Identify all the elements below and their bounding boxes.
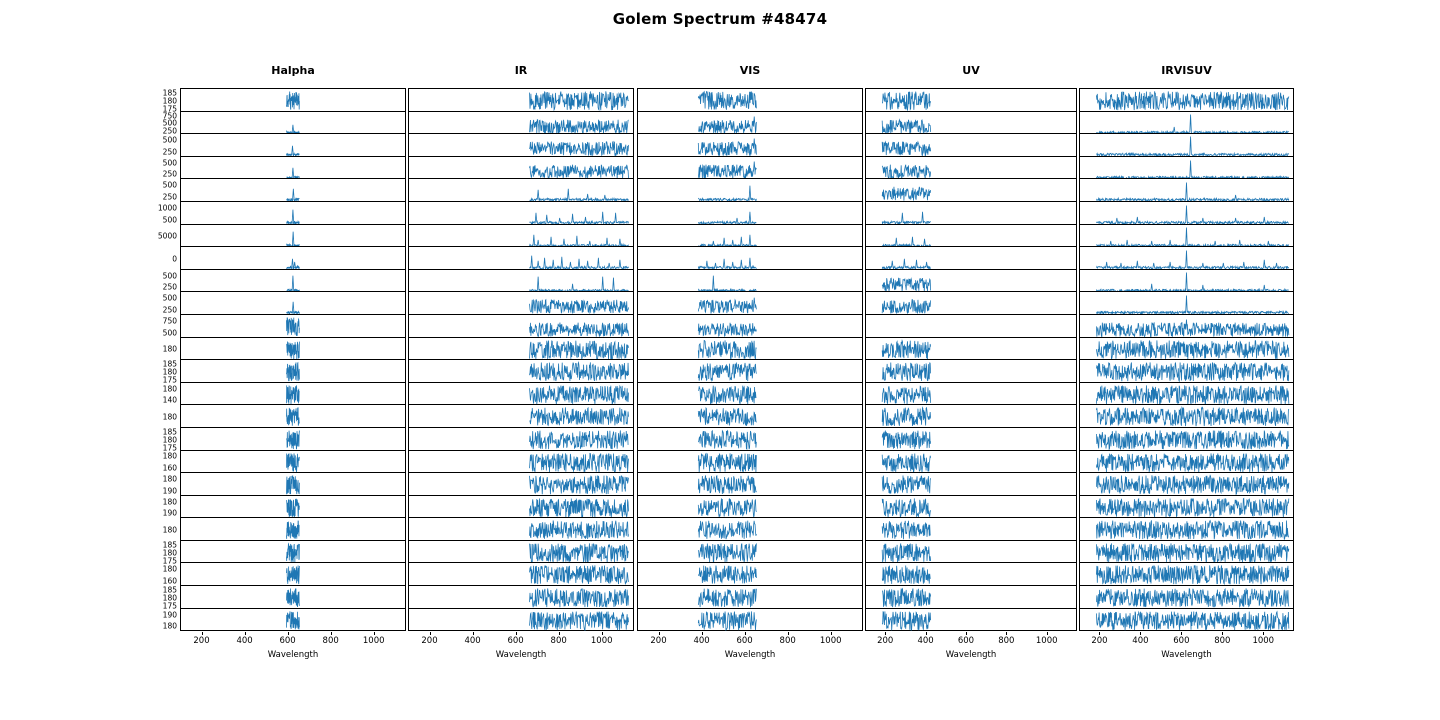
spectrum-panel: [408, 359, 634, 383]
spectrum-panel: [637, 404, 863, 428]
spectrum-panel: [408, 178, 634, 202]
x-tick-label: 800: [1214, 636, 1231, 647]
y-tick-label: 180: [162, 451, 177, 461]
spectrum-panel: [1079, 608, 1294, 632]
row-stack: [157, 88, 406, 631]
x-tick-label: 1000: [819, 636, 842, 647]
y-tick-label: 175: [162, 442, 177, 452]
y-tick-label: 180: [162, 383, 177, 393]
spectrum-panel: [408, 201, 634, 225]
spectrum-panel: [865, 178, 1077, 202]
x-tick-label: 400: [1132, 636, 1149, 647]
spectrum-panel: [637, 540, 863, 564]
spectrum-panel: [408, 450, 634, 474]
spectrum-panel: [637, 495, 863, 519]
x-tick-label: 600: [279, 636, 296, 647]
spectrum-panel: [157, 201, 406, 225]
y-tick-label: 180: [162, 344, 177, 354]
y-tick-label: 185: [162, 427, 177, 437]
spectrum-panel: [1079, 269, 1294, 293]
spectrum-panel: [1079, 495, 1294, 519]
y-tick-label: 180: [162, 474, 177, 484]
spectrum-panel: [865, 382, 1077, 406]
spectrum-panel: [408, 427, 634, 451]
x-tick-mark: [1263, 632, 1264, 635]
x-tick-label: 800: [550, 636, 567, 647]
figure-title: Golem Spectrum #48474: [612, 10, 828, 28]
spectrum-panel: [162, 359, 406, 385]
x-tick-label: 200: [1091, 636, 1108, 647]
y-tick-label: 500: [162, 135, 177, 145]
spectrum-panel: [865, 156, 1077, 180]
spectrum-panel: [408, 585, 634, 609]
y-tick-label: 500: [162, 293, 177, 303]
x-axis-label: Wavelength: [724, 650, 776, 661]
spectrum-panel: [408, 224, 634, 248]
spectrum-panel: [637, 246, 863, 270]
row-stack: [865, 88, 1077, 631]
spectrum-panel: [865, 359, 1077, 383]
spectrum-panel: [162, 269, 406, 293]
spectrum-panel: [408, 495, 634, 519]
spectrum-panel: [637, 608, 863, 632]
spectrum-panel: [408, 111, 634, 135]
x-axis-label: Wavelength: [1161, 650, 1212, 661]
x-tick-mark: [288, 632, 289, 635]
x-tick-mark: [1099, 632, 1100, 635]
y-tick-label: 180: [162, 496, 177, 506]
x-tick-label: 1000: [362, 636, 385, 647]
spectrum-panel: [408, 517, 634, 541]
x-tick-label: 200: [877, 636, 894, 647]
spectrum-panel: [408, 608, 634, 632]
y-tick-label: 185: [162, 359, 177, 369]
spectrum-panel: [865, 427, 1077, 451]
spectrum-panel: [408, 133, 634, 157]
spectrum-panel: [1079, 133, 1294, 157]
y-tick-label: 750: [162, 316, 177, 326]
spectrum-panel: [162, 517, 406, 541]
y-tick-label: 185: [162, 585, 177, 595]
spectrum-panel: [865, 337, 1077, 361]
x-tick-mark: [602, 632, 603, 635]
spectrum-panel: [408, 269, 634, 293]
spectrum-panel: [1079, 517, 1294, 541]
spectrum-panel: [637, 450, 863, 474]
y-tick-label: 190: [162, 508, 177, 518]
row-stack: [408, 88, 634, 631]
spectrum-panel: [162, 562, 406, 586]
spectrum-panel: [637, 111, 863, 135]
spectrum-panel: [865, 111, 1077, 135]
y-tick-label: 250: [162, 192, 177, 202]
y-tick-label: 180: [162, 434, 177, 444]
x-tick-mark: [966, 632, 967, 635]
spectrum-panel: [637, 156, 863, 180]
x-tick-mark: [202, 632, 203, 635]
spectrum-panel: [162, 178, 406, 202]
y-tick-label: 180: [162, 593, 177, 603]
x-tick-label: 400: [464, 636, 481, 647]
spectrum-panel: [865, 404, 1077, 428]
x-tick-label: 600: [1173, 636, 1190, 647]
y-tick-label: 190: [162, 609, 177, 619]
spectrum-panel: [1079, 450, 1294, 474]
y-tick-label: 500: [162, 214, 177, 224]
y-tick-label: 175: [162, 103, 177, 113]
spectrum-panel: [637, 201, 863, 225]
spectrum-panel: [865, 540, 1077, 564]
spectrum-panel: [1079, 314, 1294, 338]
spectrum-panel: [408, 404, 634, 428]
spectrum-panel: [1079, 246, 1294, 270]
spectrum-panel: [865, 133, 1077, 157]
column-title: IR: [514, 64, 528, 77]
y-tick-label: 250: [162, 282, 177, 292]
spectrum-panel: [1079, 178, 1294, 202]
spectrum-panel: [408, 88, 634, 112]
x-tick-mark: [331, 632, 332, 635]
x-tick-mark: [374, 632, 375, 635]
spectrum-panel: [865, 495, 1077, 519]
spectrum-panel: [637, 133, 863, 157]
spectrum-panel: [865, 88, 1077, 112]
spectrum-panel: [1079, 382, 1294, 406]
spectrum-panel: [637, 517, 863, 541]
spectrum-panel: [1079, 201, 1294, 225]
spectrum-panel: [1079, 404, 1294, 428]
spectrum-panel: [162, 495, 406, 519]
y-tick-label: 250: [162, 305, 177, 315]
spectrum-panel: [637, 472, 863, 496]
x-tick-mark: [788, 632, 789, 635]
y-tick-label: 190: [162, 486, 177, 496]
y-tick-label: 175: [162, 555, 177, 565]
spectrum-panel: [162, 404, 406, 428]
spectrum-panel: [637, 562, 863, 586]
x-tick-mark: [745, 632, 746, 635]
column-title: VIS: [739, 64, 761, 77]
spectrum-panel: [865, 314, 1077, 338]
x-tick-mark: [1006, 632, 1007, 635]
spectrum-panel: [1079, 540, 1294, 564]
y-tick-label: 180: [162, 96, 177, 106]
y-tick-label: 140: [162, 395, 177, 405]
spectrum-panel: [162, 88, 406, 113]
spectrum-panel: [1079, 359, 1294, 383]
spectrum-panel: [162, 540, 406, 565]
spectrum-panel: [637, 314, 863, 338]
y-tick-label: 180: [162, 367, 177, 377]
spectrum-panel: [408, 472, 634, 496]
spectrum-panel: [1079, 224, 1294, 248]
spectrum-panel: [162, 156, 406, 180]
x-tick-label: 400: [236, 636, 253, 647]
x-tick-label: 1000: [590, 636, 613, 647]
spectrum-panel: [637, 178, 863, 202]
x-tick-mark: [831, 632, 832, 635]
spectrum-panel: [162, 110, 406, 136]
y-tick-label: 250: [162, 126, 177, 136]
y-tick-label: 0: [172, 254, 177, 264]
x-tick-mark: [473, 632, 474, 635]
spectrum-panel: [162, 427, 406, 452]
x-tick-mark: [702, 632, 703, 635]
spectrum-panel: [637, 88, 863, 112]
y-tick-label: 500: [162, 270, 177, 280]
y-tick-label: 180: [162, 525, 177, 535]
spectrum-panel: [865, 269, 1077, 293]
y-tick-label: 185: [162, 88, 177, 98]
y-tick-label: 500: [162, 157, 177, 167]
y-tick-label: 750: [162, 110, 177, 120]
x-tick-label: 200: [650, 636, 667, 647]
x-tick-mark: [245, 632, 246, 635]
spectrum-panel: [865, 450, 1077, 474]
spectrum-panel: [172, 246, 406, 270]
spectrum-panel: [865, 291, 1077, 315]
x-tick-label: 200: [421, 636, 438, 647]
x-tick-label: 600: [957, 636, 975, 647]
y-tick-label: 180: [162, 564, 177, 574]
y-tick-label: 500: [162, 180, 177, 190]
spectrum-panel: [162, 291, 406, 315]
y-tick-label: 180: [162, 547, 177, 557]
spectrum-panel: [637, 269, 863, 293]
spectrum-panel: [1079, 337, 1294, 361]
spectrum-panel: [162, 337, 406, 361]
spectrum-panel: [162, 133, 406, 157]
y-tick-label: 160: [162, 576, 177, 586]
y-tick-label: 250: [162, 169, 177, 179]
x-tick-label: 200: [193, 636, 210, 647]
y-tick-label: 180: [162, 412, 177, 422]
x-tick-mark: [926, 632, 927, 635]
spectrum-panel: [865, 224, 1077, 248]
x-tick-mark: [659, 632, 660, 635]
column-title: Halpha: [271, 64, 315, 77]
spectrum-panel: [408, 246, 634, 270]
spectrum-panel: [865, 201, 1077, 225]
y-tick-label: 175: [162, 375, 177, 385]
spectrum-panel: [1079, 88, 1294, 112]
x-tick-label: 1000: [1252, 636, 1275, 647]
x-axis-label: Wavelength: [267, 650, 319, 661]
spectrum-panel: [865, 608, 1077, 632]
spectrum-panel: [162, 472, 406, 496]
y-tick-label: 250: [162, 147, 177, 157]
spectrum-panel: [1079, 427, 1294, 451]
spectrum-panel: [408, 291, 634, 315]
y-tick-label: 5000: [157, 231, 177, 241]
y-tick-label: 500: [162, 327, 177, 337]
x-tick-label: 600: [736, 636, 753, 647]
spectrum-panel: [408, 337, 634, 361]
x-tick-mark: [559, 632, 560, 635]
spectrum-panel: [408, 540, 634, 564]
spectrum-panel: [408, 562, 634, 586]
x-tick-label: 400: [693, 636, 710, 647]
y-tick-label: 175: [162, 600, 177, 610]
row-stack: [1079, 88, 1294, 631]
spectrum-panel: [865, 472, 1077, 496]
spectrum-panel: [157, 224, 406, 248]
x-tick-label: 400: [917, 636, 934, 647]
spectrum-panel: [637, 291, 863, 315]
spectrum-panel: [865, 246, 1077, 270]
x-tick-mark: [1181, 632, 1182, 635]
column-title: UV: [962, 64, 980, 77]
spectrum-panel: [162, 608, 406, 632]
spectrum-panel: [1079, 291, 1294, 315]
x-tick-mark: [1140, 632, 1141, 635]
y-tick-label: 500: [162, 118, 177, 128]
spectrum-panel: [1079, 111, 1294, 135]
spectrum-panel: [162, 382, 406, 406]
y-tick-label: 185: [162, 540, 177, 550]
x-tick-label: 600: [507, 636, 524, 647]
spectrum-panel: [637, 224, 863, 248]
spectrum-panel: [162, 450, 406, 474]
spectrum-panel: [162, 314, 406, 338]
y-tick-label: 180: [162, 621, 177, 631]
spectrum-panel: [637, 359, 863, 383]
y-tick-label: 160: [162, 463, 177, 473]
x-tick-mark: [430, 632, 431, 635]
x-tick-mark: [1047, 632, 1048, 635]
spectrum-panel: [1079, 585, 1294, 609]
x-axis-label: Wavelength: [945, 650, 997, 661]
spectrum-panel: [408, 382, 634, 406]
x-tick-mark: [1222, 632, 1223, 635]
x-tick-label: 800: [779, 636, 796, 647]
x-tick-label: 800: [998, 636, 1015, 647]
x-tick-mark: [516, 632, 517, 635]
spectrum-panel: [162, 585, 406, 610]
spectrum-panel: [408, 314, 634, 338]
spectrum-panel: [408, 156, 634, 180]
x-tick-label: 1000: [1035, 636, 1058, 647]
spectrum-panel: [865, 517, 1077, 541]
column-title: IRVISUV: [1161, 64, 1212, 77]
row-stack: [637, 88, 863, 631]
spectrum-panel: [637, 337, 863, 361]
spectrum-panel: [1079, 156, 1294, 180]
spectrum-panel: [865, 585, 1077, 609]
x-axis-label: Wavelength: [495, 650, 547, 661]
x-tick-label: 800: [322, 636, 339, 647]
spectrum-panel: [1079, 562, 1294, 586]
y-tick-label: 1000: [157, 203, 177, 213]
spectrum-panel: [637, 427, 863, 451]
x-tick-mark: [885, 632, 886, 635]
spectrum-panel: [637, 382, 863, 406]
spectrum-panel: [1079, 472, 1294, 496]
spectrum-panel: [865, 562, 1077, 586]
spectrum-panel: [637, 585, 863, 609]
